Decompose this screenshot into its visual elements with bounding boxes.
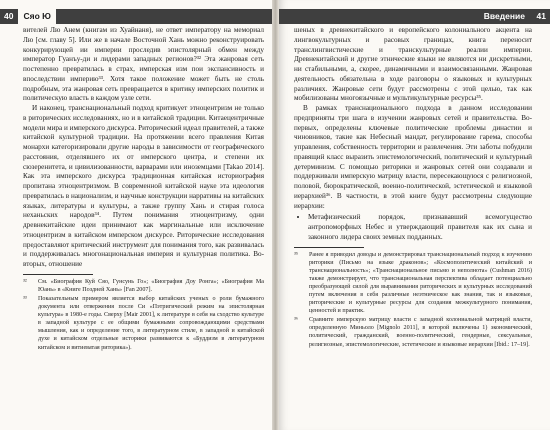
right-page-number: 41 xyxy=(533,9,550,24)
paragraph: И наконец, транснациональный подход критикует этноцентризм не только в риторических исследованиях, но и в китайской традиции. Китаецентричные модели мира и имперского дискурса. Риторический идеал правителей, а также китайской культурной традиции. На протяжении всего правления Китая монархи категоризировали другие народы в зависимости от географического расстояния, отделявшего их от имперского центра, и степени их сюзеренитета, и цивилизованности, варварами или иноземцами [Takao 2014]. Как эта имперского дискурса традиционная китайская историография пропитана этноцентризмом. В современной китайской науке эта идеология превратилась в национализм, и научные конструкции нарративы на китайских языках, литературы и культуры, а также группу Хань и стирая голоса неханьских народов³⁴. Путем понимания этноцентризму, одни древнекитайские идеи принимают как маргинальные или исключение этноцентризм в китайском имперском дискурсе. Риторические исследования предоставляют критический инструмент для понимания того, как развивалась и поддерживалась многонациональная империя и культурная политика. Во-вторых, отношение xyxy=(23,104,264,268)
right-body-text xyxy=(294,26,532,243)
list-item: • Метафизический порядок, признававший всемогущество антропоморфных Небес и утверждающий правителя как их сына и законного лидера своих земных подданных. xyxy=(308,213,532,242)
footnote-mark: ³³ xyxy=(23,295,27,302)
hierarchy-list xyxy=(294,213,532,242)
footnote-rule xyxy=(294,247,364,248)
footnote xyxy=(294,316,532,348)
left-body-text xyxy=(23,26,264,270)
footnote-text: См. «Биография Куй Сяо, Гунсунь Го»; «Биография Доу Ронга»; «Биография Ма Юань» в «Книге Поздней Хань» [Fan 2007]. xyxy=(38,278,264,293)
left-page xyxy=(0,0,272,430)
right-page xyxy=(279,0,550,430)
footnote-text: Ранее я приводил доводы и демонстрировал транснациональный подход к изучению риторики (Письмо на языке драконов»; «Космополитический китайский и транснациональность»; «Транснациональное письмо и неполнота» (Cushman 2016) также демонстрирует, что транснациональная перспектива обладает потенциально преобразующей силой для выравнивания риторических и культурных исследований путем включения в себя различные неэтническое как знания, так и языковые, риторические и культурные ресурсы для создания межкультурного понимания, ценностей и практик. xyxy=(309,251,532,315)
left-page-number: 40 xyxy=(4,11,14,21)
right-running-head: Введение xyxy=(479,9,530,24)
left-running-head: Cяо Ю xyxy=(18,9,55,24)
book-gutter xyxy=(272,0,279,430)
right-running-header xyxy=(279,9,550,24)
footnote-mark: ³⁶ xyxy=(294,317,298,324)
paragraph: шеных в древнекитайского и европейского колониального акцента на лингвокультурных и расовых границах, книга переносит транслингвистические и транскультурные реалии империи. Древнекитайский и другие этнические языки не являются ни дискретными, ни стабильными, а, скорее, динамичными и взаимосвязанными. Жанровая деятельность обязательна в ходе разговоры о языковых и культурных различиях. Жанровые сети будут рассмотрены с этой целью, так как мобилизованы многоязычные и мультикультурные ресурсы³⁵. xyxy=(294,26,532,103)
paragraph: вителей Лю Анем (книгам из Хуайнаня), не ответ императору на мемориал Лю [см. главу 5]. Или же в начале Восточной Хань можно реконструировать конкурирующей ии империи проследив эпистолярный обмен между император Гуанъу-ди и лидерами западных регионов?³² Эта жанровая сеть постепенно превратилась в страх, имперская изм пои экспансивность и впоследствии империю³³. Хотя такое положение может быть не столь подробным, эта жанровая сеть превращается в критику имперских политик и политическую власть в каждом узле сети. xyxy=(23,26,264,103)
footnote xyxy=(23,278,264,294)
footnote xyxy=(23,295,264,352)
footnote-mark: ³⁵ xyxy=(294,251,298,258)
footnote-rule xyxy=(23,274,93,275)
footnote-text: Сравните имперскую матрицу власти с западной колониальной матрицей власти, определенную Миньоло [Mignolo 2011], в которой включены 1) экономический, политический, гражданский, военно-политический, гендерные, сексуальные, религиозные, эпистемологические, эстетические и языковые иерархии [Ibid.: 17–19]. xyxy=(309,317,532,348)
footnote xyxy=(294,251,532,316)
right-footnotes xyxy=(294,251,532,349)
left-footnotes xyxy=(23,278,264,352)
paragraph: В рамках транснационального подхода в данном исследовании предприняты три шага в изучении жанровых сетей и правительства. Во-первых, определены ключевые политические проблемы династии и чиновников, такие как Небесный мандат, регулирование гарема, способы управления, собственность территории и развлечения. Эти заботы побудили правящий класс выразить эпистемологический, политический и культурный детерминизм. С помощью риторики и жанровых сетей они создавали и поддерживали имперскую матрицу власти, пересекающуюся с религиозной, половой, бюрократической, военно-политической, эстетической и языковой иерархией³⁶. В частности, в этой книге будут рассмотрены следующие иерархии: xyxy=(294,104,532,210)
footnote-mark: ³² xyxy=(23,278,27,285)
footnote-text: Показательным примером является выбор китайских ученых о роли бумажного документа или отвержения после Си «Пэтригический режим на эпистолярная культура» в 1980-е годы. Сверху [Mair 2001], к литературе в себя на сходство культуре в западной культуре с ее общими бумажными сопровождающими средствами мышления, как и определение того, в литературном стиле, в западной и китайской духе и китайском отдельные историки развиваются к «Буддизм в литературном китайском и витиеватая риторика»). xyxy=(38,295,264,351)
left-running-header xyxy=(0,9,272,24)
